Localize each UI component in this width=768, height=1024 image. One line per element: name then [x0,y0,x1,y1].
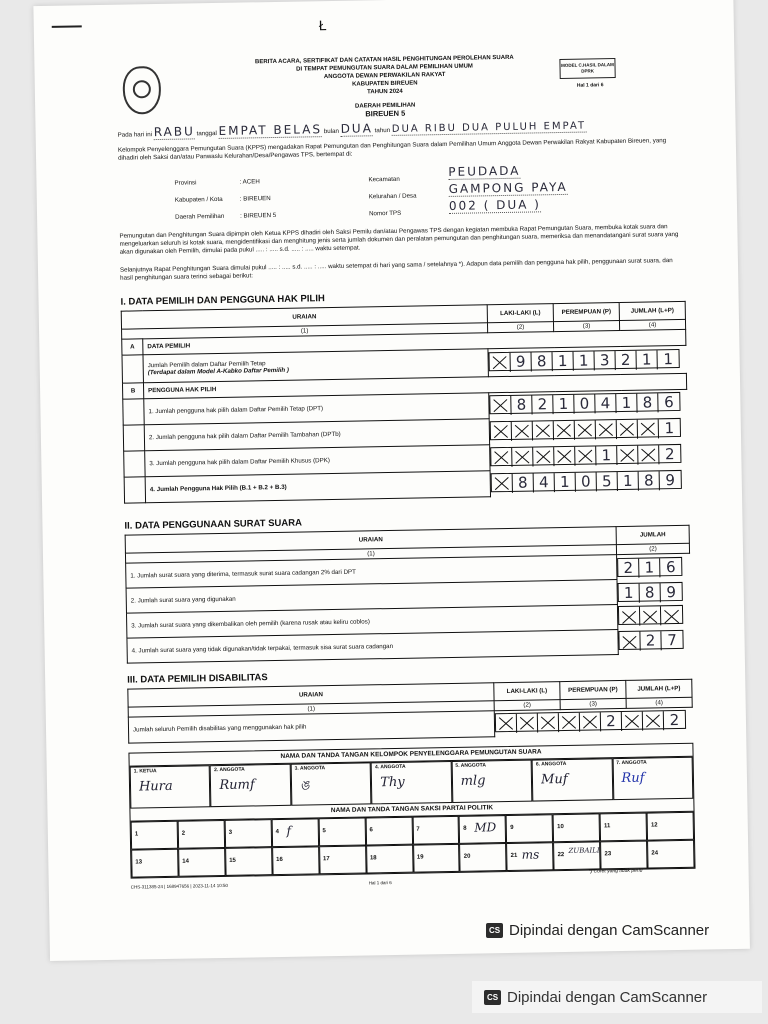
saksi-cell-3 [224,819,271,848]
model-box: MODEL C.HASIL DALAM DPRK [559,58,615,79]
saksi-number: 13 [135,859,143,866]
digit-box: 2 [664,444,675,463]
sig-anggota-4 [371,761,452,804]
tps-label: Nomor TPS [369,209,402,218]
s3-row1-label: Jumlah seluruh Pemilih disabilitas yang menggunakan hak pilih [128,711,494,743]
footer-code: CHS-311385-24 | 168947656 | 2023-11-14 10:50 [130,882,229,890]
saksi-cell-5 [318,817,365,846]
digit-box: 1 [573,351,594,370]
saksi-number: 11 [603,823,611,830]
kelurahan-value: GAMPONG PAYA [448,179,568,196]
header-line-5: TAHUN 2024 [367,88,403,96]
digit-box [538,713,559,732]
month-value: DUA [340,121,373,136]
s2-col-uraian: URAIAN [125,527,616,554]
sig-anggota-2 [210,764,291,807]
digit-box [492,473,513,492]
row-a-letter: A [122,339,143,355]
saksi-cell-1 [131,821,178,850]
scan-mark [52,25,82,28]
digit-box: 1 [663,349,674,368]
digit-box [575,420,596,439]
col-num-4: (4) [619,319,685,330]
digit-box: 8 [511,395,532,414]
dapil2-value: : BIREUEN 5 [240,211,277,220]
saksi-number: 20 [463,853,471,860]
sig-mark-2: Rumf [219,777,255,794]
digit-box [491,447,512,466]
row-b-letter: B [122,383,143,399]
sig-mark-6: Muf [540,771,568,788]
col-laki: LAKI-LAKI (L) [487,304,553,323]
s3-col-perempuan: PEREMPUAN (P) [560,680,626,699]
s3-row1-boxes [495,710,686,732]
saksi-number: 14 [182,858,190,865]
saksi-number: 15 [229,857,236,864]
saksi-cell-10 [553,813,600,842]
month-label: bulan [323,127,339,136]
sig-mark-7: Ruf [621,770,645,787]
col-num-3: (3) [553,320,619,331]
digit-box [661,606,682,625]
saksi-cell-17 [319,845,366,874]
digit-box [575,446,596,465]
camscanner-logo-icon-2: CS [484,990,501,1005]
s2-row1-boxes [617,557,682,577]
saksi-number: 22 [557,852,565,859]
section-3-title: III. DATA PEMILIH DISABILITAS [127,672,268,686]
signature-section [128,743,695,879]
camscanner-watermark-1 [486,922,709,939]
digit-box: 8 [513,473,534,492]
digit-box [619,607,640,626]
saksi-number: 10 [557,824,564,831]
camscanner-logo-icon: CS [486,923,503,938]
digit-box [617,419,638,438]
camscanner-text-2: Dipindai dengan CamScanner [507,988,708,1006]
digit-box: 4 [534,473,555,492]
saksi-number: 1 [134,831,139,838]
sig-role-2: 2. ANGGOTA [214,766,245,774]
sig-mark-1: Hura [138,778,173,795]
digit-box: 0 [576,472,597,491]
s2-row2-label: 2. Jumlah surat suara yang digunakan [126,580,617,614]
s3-num-1: (1) [128,701,494,717]
digit-box [533,447,554,466]
sig-role-5: 5. ANGGOTA [455,762,487,769]
digit-box: 1 [636,350,657,369]
s2-num-2: (2) [616,543,689,554]
day-value: RABU [153,124,195,140]
saksi-cell-24 [647,840,694,869]
digit-box [638,419,659,438]
digit-box: 1 [639,558,660,577]
col-jumlah: JUMLAH (L+P) [619,301,685,320]
saksi-cell-2 [178,820,225,849]
date-value: EMPAT BELAS [218,122,323,138]
digit-box [580,712,601,731]
digit-box: 8 [637,393,658,412]
saksi-cell-21 [506,842,553,871]
col-uraian: URAIAN [121,305,487,329]
saksi-signature: MD [474,820,497,835]
tps-value: 002 ( DUA ) [448,197,541,213]
date-line [118,119,678,140]
saksi-number: 7 [416,826,420,833]
row-b3-boxes [490,443,681,465]
digit-box: 9 [511,352,532,371]
saksi-number: 12 [650,822,658,829]
s2-row4-label: 4. Jumlah surat suara yang tidak digunakan/tidak terpakai, termasuk sisa surat suara cadangan [127,630,618,664]
digit-box [643,711,664,730]
digit-box: 1 [555,472,576,491]
section-3-table [127,679,693,744]
digit-box [640,606,661,625]
saksi-cell-7 [412,816,459,845]
saksi-number: 17 [322,856,330,863]
digit-box: 9 [666,582,677,601]
saksi-signature: ZUBAILI [568,846,600,855]
s2-num-1: (1) [125,545,616,564]
digit-box: 2 [601,712,622,731]
s2-row3-label: 3. Jumlah surat suara yang dikembalikan oleh pemilih (karena rusak atau keliru coblos) [126,605,617,639]
top-mark: Ł [318,17,327,34]
header-line-1: BERITA ACARA, SERTIFIKAT DAN CATATAN HASIL PENGHITUNGAN PEROLEHAN SUARA [254,54,514,66]
sig-role-4: 4. ANGGOTA [374,763,406,771]
s2-col-jumlah: JUMLAH [616,525,689,544]
row-b-title: PENGGUNA HAK PILIH [143,373,686,398]
saksi-number: 9 [510,824,514,831]
digit-box [512,421,533,440]
digit-box: 1 [619,583,640,602]
saksi-cell-20 [460,843,507,872]
camscanner-text-1: Dipindai dengan CamScanner [509,922,710,939]
digit-box: 1 [664,418,675,437]
provinsi-label: Provinsi [174,179,197,187]
row-a-boxes [488,348,679,370]
kabupaten-value: : BIREUEN [239,195,271,203]
row-b1-boxes [489,392,680,414]
header-line-2: DI TEMPAT PEMUNGUTAN SUARA DALAM PEMILIHAN UMUM [296,63,473,73]
saksi-cell-8 [459,815,506,844]
saksi-cell-15 [225,847,272,876]
saksi-number: 21 [510,852,518,859]
section-2-title: II. DATA PENGGUNAAN SURAT SUARA [124,517,303,532]
sig-anggota-5 [451,760,532,803]
row-b4-label: 4. Jumlah Pengguna Hak Pilih (B.1 + B.2 + B.3) [145,471,490,503]
header-line-3: ANGGOTA DEWAN PERWAKILAN RAKYAT [323,71,446,81]
row-b1-label: 1. Jumlah pengguna hak pilih dalam Daftar Pemilih Tetap (DPT) [144,393,489,425]
digit-box: 0 [574,394,595,413]
saksi-number: 2 [181,830,186,837]
saksi-cell-6 [365,817,412,846]
col-num-2: (2) [487,322,553,333]
digit-box: 3 [594,351,615,370]
saksi-number: 16 [276,856,283,864]
digit-box: 1 [618,471,639,490]
day-prefix: Pada hari ini [117,131,153,139]
col-num-1: (1) [122,323,488,339]
saksi-signature: ms [521,847,540,862]
saksi-number: 3 [228,829,233,836]
row-a-title: DATA PEMILIH [143,329,686,354]
digit-box [490,396,511,415]
digit-box: 5 [597,472,618,491]
saksi-cell-23 [600,841,647,870]
s3-col-jumlah: JUMLAH (L+P) [626,679,692,698]
digit-box [554,420,575,439]
paragraph-2: Selanjutnya Rapat Penghitungan Suara dimulai pukul ..... : ..... s.d. ..... : ..... waktu setempat di hari yang sama / setelahnya *). Adapun data pemilih dan pengguna hak pilih, penggunaan surat suara, dan hasil penghitungan suara terinci sebagai berikut: [119,257,673,282]
dapil-value: BIREUEN 5 [365,108,406,119]
digit-box: 9 [665,470,676,489]
sig-mark-5: mlg [460,773,486,789]
saksi-cell-18 [366,845,413,874]
digit-box [490,352,511,371]
intro-text: Kelompok Penyelenggara Pemungutan Suara (KPPS) mengadakan Rapat Pemungutan dan Penghitungan Suara dalam Pemilihan Umum Anggota Dewan Perwakilan Rakyat Kabupaten Bireuen, yang dihadiri oleh Saksi dan/atau Panwaslu Kelurahan/Desa/Pengawas TPS, bertempat di: [117,137,667,162]
digit-box: 6 [663,392,674,411]
digit-box [533,421,554,440]
digit-box [596,420,617,439]
digit-box [491,421,512,440]
kecamatan-value: PEUDADA [448,163,521,179]
saksi-signature: f [286,823,292,838]
digit-box [512,447,533,466]
page-label: Hal 1 dari 6 [576,82,604,89]
paragraph-1: Pemungutan dan Penghitungan Suara dipimpin oleh Ketua KPPS dihadiri oleh Saksi Pemilu dan/atau Pengawas TPS dengan kegiatan membuka Rapat Pemungutan Suara, membuka kotak suara dan mengeluarkan seluruh isi kotak suara, mengidentifikasi dan menghitung jenis serta jumlah dokumen dan peralatan pemungutan dan penghitungan suara, memeriksa dan menandatangani surat suara yang akan digunakan oleh Pemilih, dimulai pada pukul ..... : ..... s.d. ..... : ..... waktu setempat. [119,223,679,256]
sig-anggota-7 [612,757,693,800]
section-1-table [121,301,689,504]
year-label: tahun [374,126,391,135]
digit-box: 2 [532,395,553,414]
kelurahan-label: Kelurahan / Desa [368,192,417,201]
document-header [34,50,735,124]
sig-role-3: 3. ANGGOTA [294,765,326,772]
digit-box: 1 [596,446,617,465]
saksi-number: 18 [369,855,377,862]
digit-box: 2 [615,350,636,369]
dapil-label: DAERAH PEMILIHAN [354,102,416,110]
sig-role-7: 7. ANGGOTA [616,759,647,767]
kabupaten-label: Kabupaten / Kota [174,195,223,204]
saksi-cell-12 [647,812,694,841]
sig-mark-4: Thy [380,774,405,791]
saksi-number: 6 [369,827,373,834]
saksi-cell-14 [178,848,225,877]
section-1-title: I. DATA PEMILIH DAN PENGGUNA HAK PILIH [120,293,325,308]
digit-box [617,445,638,464]
s2-row3-boxes [618,605,683,625]
section-2-table [125,525,692,664]
saksi-number: 5 [322,828,326,835]
sig-role-6: 6. ANGGOTA [535,760,567,768]
col-perempuan: PEREMPUAN (P) [553,302,619,321]
header-line-4: KABUPATEN BIREUEN [352,80,418,88]
row-b2-label: 2. Jumlah pengguna hak pilih dalam Daftar Pemilih Tambahan (DPTb) [144,419,489,451]
row-a-subtext: (Terdapat dalam Model A-Kabko Daftar Pemilih ) [147,366,290,376]
dapil2-label: Daerah Pemilihan [175,212,225,221]
s3-num-4: (4) [626,697,692,708]
sig-ketua [130,765,211,808]
scanned-form-page [33,0,750,961]
camscanner-watermark-2 [472,981,762,1013]
saksi-number: 8 [463,825,467,832]
digit-box: 2 [618,558,639,577]
footnote: *) Coret yang tidak perlu [588,867,643,875]
digit-box: 7 [667,631,677,650]
s3-col-uraian: URAIAN [128,683,494,707]
digit-box: 6 [665,557,676,576]
digit-box [559,712,580,731]
saksi-signature-title: NAMA DAN TANDA TANGAN SAKSI PARTAI POLITIK [130,799,693,822]
date-label: tanggal [196,129,217,138]
digit-box: 4 [595,394,616,413]
saksi-cell-11 [600,813,647,842]
digit-box [638,445,659,464]
digit-box [619,632,640,651]
row-a-text: Jumlah Pemilih dalam Daftar Pemilih Tetap [147,359,266,369]
saksi-cell-9 [506,814,553,843]
saksi-number: 19 [416,854,424,861]
digit-box: 8 [640,583,661,602]
saksi-cell-22 [553,841,600,870]
s3-num-2: (2) [494,700,560,711]
saksi-number: 24 [651,850,659,857]
digit-box [554,446,575,465]
sig-anggota-3 [290,762,371,805]
digit-box: 1 [553,395,574,414]
provinsi-value: : ACEH [239,178,260,186]
s2-row4-boxes [618,630,683,650]
digit-box: 8 [531,352,552,371]
s3-num-3: (3) [560,698,626,709]
digit-box: 1 [616,393,637,412]
digit-box [496,714,517,733]
saksi-number: 23 [604,851,612,858]
sig-role-1: 1. KETUA [133,768,157,775]
digit-box [517,713,538,732]
sig-mark-3: ঙ [299,778,310,794]
saksi-number: 4 [275,829,279,836]
saksi-cell-13 [131,849,178,878]
row-b3-label: 3. Jumlah pengguna hak pilih dalam Daftar Pemilih Khusus (DPK) [145,445,490,477]
saksi-cell-19 [413,844,460,873]
kecamatan-label: Kecamatan [368,175,400,184]
row-b2-boxes [490,417,681,439]
kpps-signature-title: NAMA DAN TANDA TANGAN KELOMPOK PENYELENGGARA PEMUNGUTAN SUARA [129,744,692,767]
saksi-cell-16 [272,846,319,875]
year-value: DUA RIBU DUA PULUH EMPAT [391,120,587,135]
sig-anggota-6 [532,758,613,801]
row-b4-boxes [491,469,682,491]
digit-box: 2 [669,710,680,729]
footer-page: Hal 1 dari 6 [368,880,392,886]
saksi-cell-4 [271,818,318,847]
s2-row1-label: 1. Jumlah surat suara yang diterima, termasuk surat suara cadangan 2% dari DPT [126,555,617,589]
digit-box: 2 [640,631,661,650]
digit-box: 1 [552,351,573,370]
digit-box: 8 [639,471,660,490]
digit-box [622,711,643,730]
s3-col-laki: LAKI-LAKI (L) [494,682,560,701]
s2-row2-boxes [618,581,683,601]
